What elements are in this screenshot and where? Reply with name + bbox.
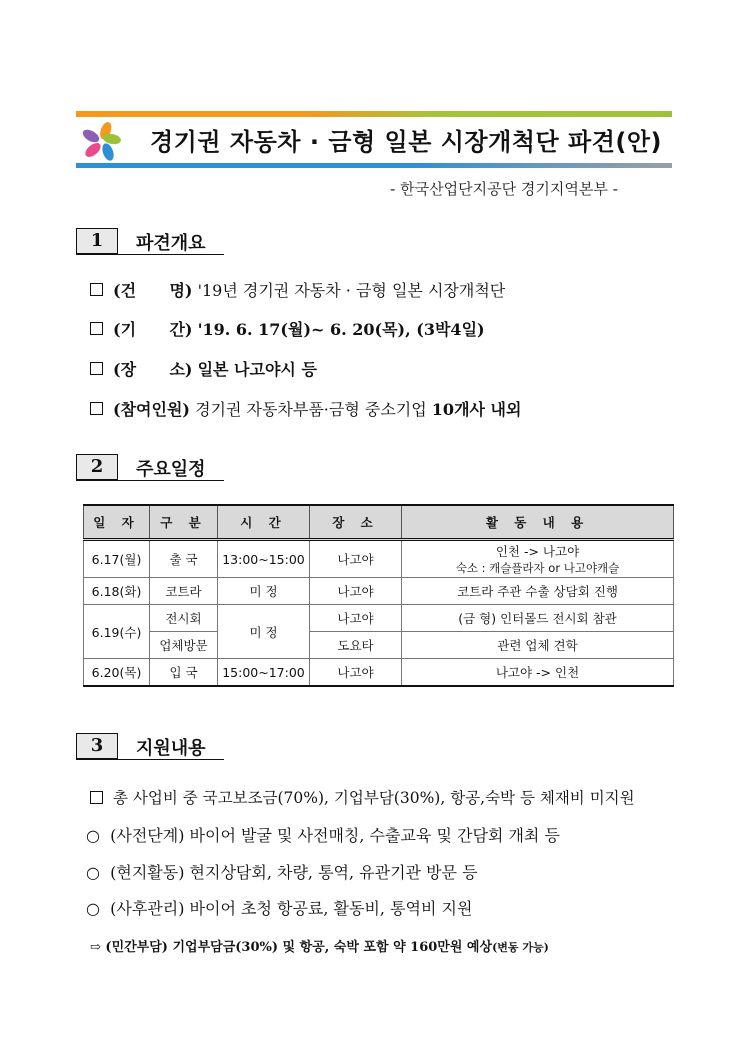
- circle-bullet-icon: ○: [86, 863, 100, 882]
- checkbox-square-icon: [90, 283, 103, 296]
- circle-bullet-icon: ○: [86, 826, 100, 845]
- cell-date: 6.19(수): [84, 605, 150, 659]
- overview-label: (참여인원): [113, 400, 190, 419]
- section-1-title: 파견개요: [136, 233, 206, 254]
- section-2-title: 주요일정: [136, 459, 206, 480]
- cell-activity: 관련 업체 견학: [402, 632, 674, 659]
- cell-category: 코트라: [150, 578, 218, 605]
- cell-time: 미 정: [218, 578, 310, 605]
- section-3-underline: [76, 759, 224, 760]
- header-time: 시 간: [218, 505, 310, 540]
- cell-time: 미 정: [218, 605, 310, 659]
- support-item-label: (사후관리): [110, 899, 185, 918]
- overview-label: (장 소): [113, 360, 193, 379]
- cell-date: 6.18(화): [84, 578, 150, 605]
- cell-date: 6.17(월): [84, 540, 150, 578]
- overview-item-period: [90, 317, 485, 340]
- overview-item-place: [90, 357, 317, 380]
- checkbox-square-icon: [90, 402, 103, 415]
- schedule-table: [83, 504, 674, 687]
- cell-category: 업체방문: [150, 632, 218, 659]
- cell-time: 15:00~17:00: [218, 659, 310, 687]
- table-row: [84, 578, 674, 605]
- overview-label: (건 명): [113, 281, 193, 300]
- agency-logo-icon: [80, 119, 124, 163]
- cell-date: 6.20(목): [84, 659, 150, 687]
- table-row: [84, 632, 674, 659]
- section-3-number: 3: [76, 733, 118, 759]
- support-item: [86, 860, 478, 883]
- cell-category: 입 국: [150, 659, 218, 687]
- cost-note-text: ⇨ (민간부담) 기업부담금(30%) 및 항공, 숙박 포함 약 160만원 예상: [90, 940, 493, 955]
- overview-value: '19년 경기권 자동차 · 금형 일본 시장개척단: [197, 281, 506, 300]
- document-title: 경기권 자동차 · 금형 일본 시장개척단 파견(안): [150, 128, 662, 156]
- activity-line-sub: 숙소 : 캐슬플라자 or 나고야캐슬: [455, 561, 620, 575]
- support-item-text: 바이어 발굴 및 사전매칭, 수출교육 및 간담회 개최 등: [189, 826, 560, 845]
- activity-line: 인천 -> 나고야: [495, 544, 580, 559]
- cell-activity: [402, 540, 674, 578]
- cell-place: 도요타: [310, 632, 402, 659]
- cell-activity: 코트라 주관 수출 상담회 진행: [402, 578, 674, 605]
- overview-value: '19. 6. 17(월)~ 6. 20(목), (3박4일): [197, 320, 485, 339]
- organization-name: - 한국산업단지공단 경기지역본부 -: [390, 180, 618, 198]
- title-top-bar: [76, 111, 672, 117]
- cell-category: 전시회: [150, 605, 218, 632]
- support-item-text: 현지상담회, 차량, 통역, 유관기관 방문 등: [189, 863, 478, 882]
- header-place: 장 소: [310, 505, 402, 540]
- cell-activity: (금 형) 인터몰드 전시회 참관: [402, 605, 674, 632]
- header-activity: 활 동 내 용: [402, 505, 674, 540]
- support-item-label: (현지활동): [110, 863, 185, 882]
- header-date: 일 자: [84, 505, 150, 540]
- cell-time: 13:00~15:00: [218, 540, 310, 578]
- circle-bullet-icon: ○: [86, 899, 100, 918]
- cell-activity: 나고야 -> 인천: [402, 659, 674, 687]
- support-item-label: (사전단계): [110, 826, 185, 845]
- cost-note-suffix: (변동 가능): [492, 941, 549, 954]
- header-category: 구 분: [150, 505, 218, 540]
- cost-note: [90, 936, 549, 955]
- table-row: [84, 605, 674, 632]
- overview-item-participants: [90, 397, 521, 420]
- checkbox-square-icon: [90, 362, 103, 375]
- cell-place: 나고야: [310, 578, 402, 605]
- overview-item-name: [90, 278, 505, 301]
- support-main-text: 총 사업비 중 국고보조금(70%), 기업부담(30%), 항공,숙박 등 체재비 미지원: [113, 789, 635, 807]
- support-item: [86, 823, 560, 846]
- support-main-item: [90, 786, 635, 808]
- table-row: [84, 659, 674, 687]
- checkbox-square-icon: [90, 791, 103, 804]
- section-3-title: 지원내용: [136, 738, 206, 759]
- overview-value-bold: 10개사 내외: [431, 400, 522, 419]
- overview-label: (기 간): [113, 320, 193, 339]
- section-2-underline: [76, 480, 224, 481]
- table-row: [84, 540, 674, 578]
- table-header-row: [84, 505, 674, 540]
- section-2-number: 2: [76, 454, 118, 480]
- cell-place: 나고야: [310, 540, 402, 578]
- checkbox-square-icon: [90, 322, 103, 335]
- section-1-underline: [76, 254, 224, 255]
- cell-place: 나고야: [310, 659, 402, 687]
- section-1-number: 1: [76, 228, 118, 254]
- cell-place: 나고야: [310, 605, 402, 632]
- overview-value: 일본 나고야시 등: [197, 360, 317, 379]
- overview-value: 경기권 자동차부품·금형 중소기업: [195, 400, 432, 419]
- cell-category: 출 국: [150, 540, 218, 578]
- support-item: [86, 896, 472, 919]
- title-bottom-bar: [76, 163, 672, 168]
- support-item-text: 바이어 초청 항공료, 활동비, 통역비 지원: [189, 899, 473, 918]
